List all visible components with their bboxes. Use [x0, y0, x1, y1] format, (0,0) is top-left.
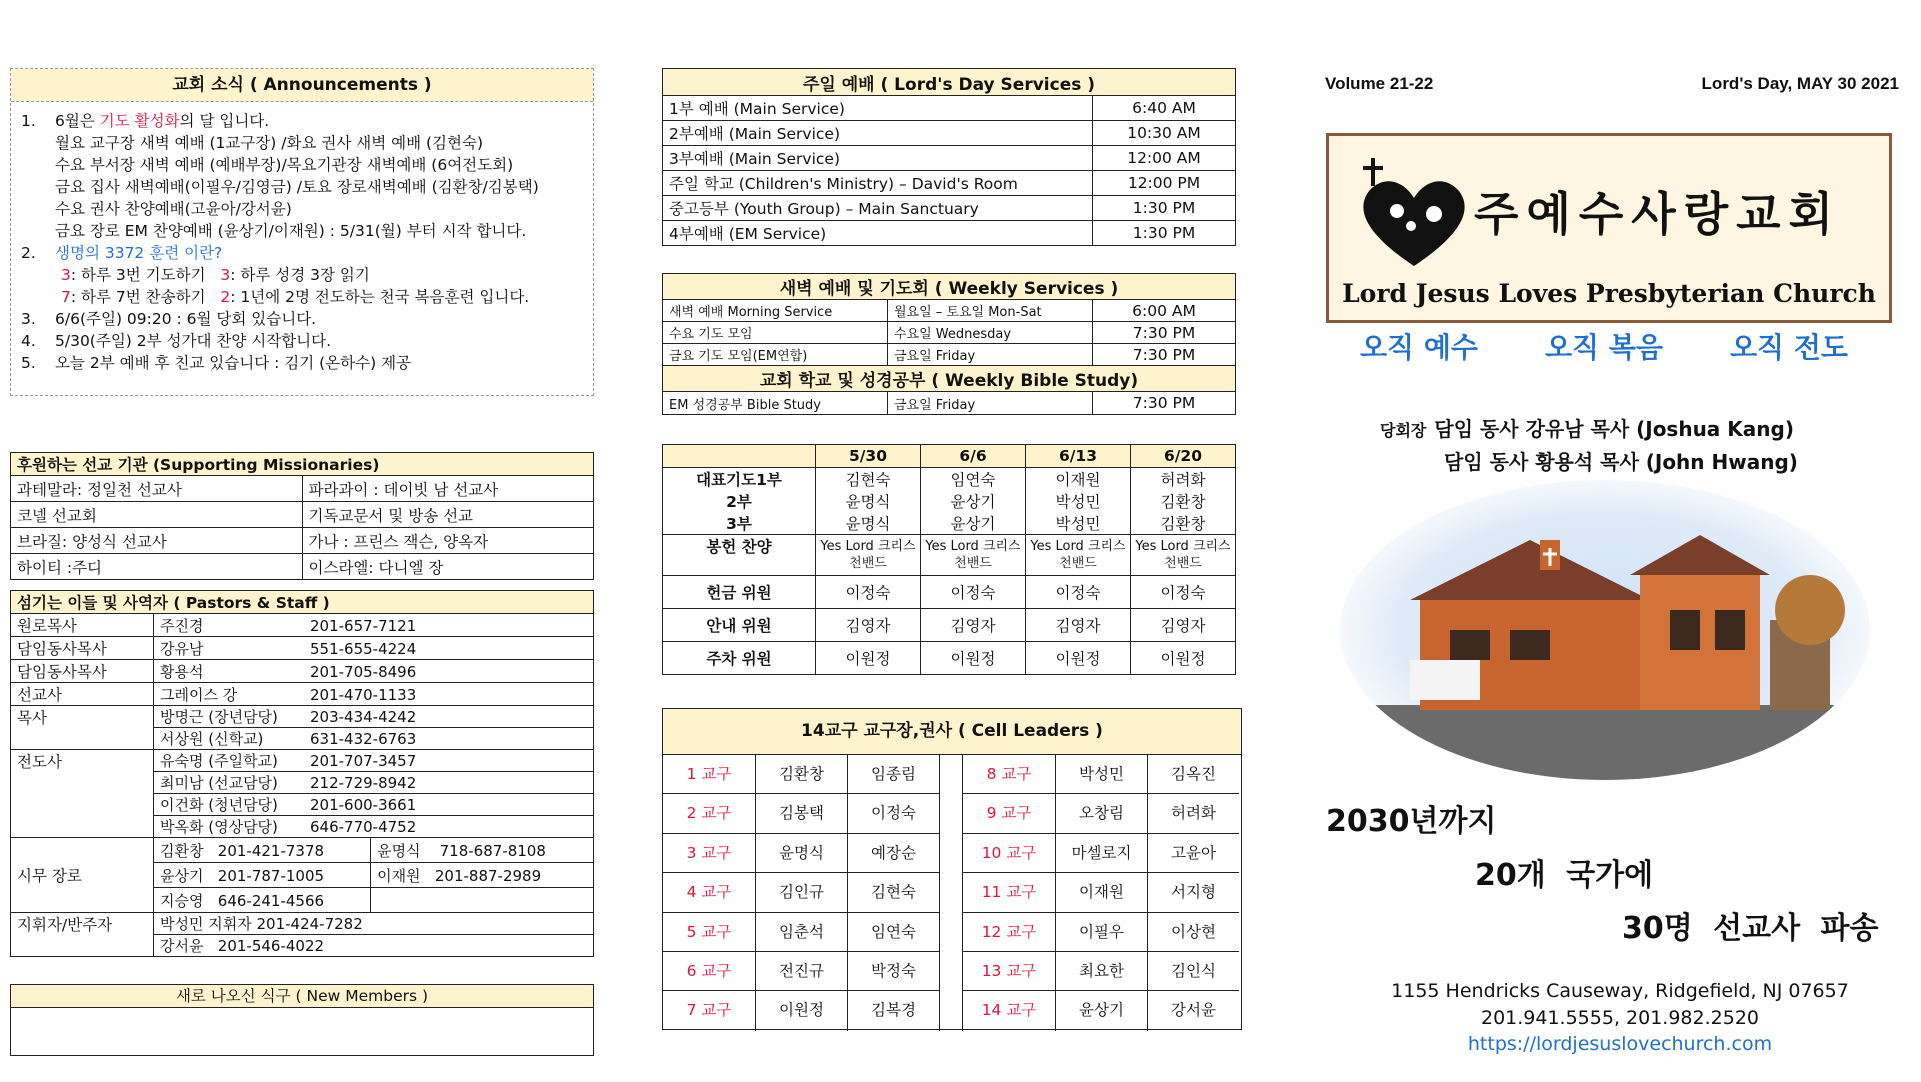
- weekly-day: 월요일 – 토요일 Mon-Sat: [887, 300, 1092, 322]
- announcement-text: 월요 교구장 새벽 예배 (1교구장) /화요 권사 새벽 예배 (김현숙): [55, 134, 483, 152]
- missionary-cell: 파라과이 : 데이빗 남 선교사: [302, 476, 594, 502]
- staff-person: [154, 637, 594, 660]
- announcement-text: 금요 장로 EM 찬양예배 (윤상기/이재원) : 5/31(월) 부터 시작 합니다.: [55, 222, 527, 240]
- announcement-line: [21, 176, 593, 198]
- cell-number: 5 교구: [663, 913, 755, 952]
- announcement-text: : 하루 7번 찬송하기: [70, 288, 221, 306]
- duty-cell: 김영자: [921, 609, 1026, 642]
- service-name: 2부예배 (Main Service): [663, 121, 1093, 146]
- announcement-text: 기도 활성화: [99, 112, 180, 130]
- missionary-cell: 가나 : 프린스 잭슨, 양옥자: [302, 528, 594, 554]
- announcements-list: [11, 102, 593, 374]
- duty-cell: 이정숙: [1131, 576, 1236, 609]
- pastor-2: 담임 동사 황용석 목사 (John Hwang): [1444, 450, 1798, 474]
- staff-name: 강유남: [160, 639, 204, 658]
- staff-person: [154, 706, 594, 728]
- duty-cell: 윤명식: [816, 490, 921, 512]
- announcements-box: [10, 68, 594, 396]
- duty-cell: 이원정: [921, 642, 1026, 675]
- announcement-text: 3: [61, 266, 71, 284]
- cell-leader: 전진규: [755, 952, 847, 991]
- cell-leader: 윤명식: [755, 834, 847, 873]
- missionary-cell: 과테말라: 정일천 선교사: [11, 476, 303, 502]
- staff-phone: 201-707-3457: [310, 752, 417, 770]
- service-name: 3부예배 (Main Service): [663, 146, 1093, 171]
- staff-role: 담임동사목사: [11, 637, 154, 660]
- announcement-text: 의 달 입니다.: [179, 112, 270, 130]
- pastor-1: [1380, 413, 1794, 442]
- cell-number: 13 교구: [963, 952, 1055, 991]
- staff-phone: 551-655-4224: [310, 639, 417, 658]
- staff-name: 주진경: [160, 616, 204, 635]
- logo-korean: 주예수사랑교회: [1474, 187, 1842, 241]
- duty-label: 봉헌 찬양: [663, 535, 816, 576]
- website-link[interactable]: https://lordjesuslovechurch.com: [1467, 1033, 1773, 1055]
- staff-phone: 212-729-8942: [310, 774, 417, 792]
- cell-leader: 마셀로지: [1055, 834, 1147, 873]
- service-name: 1부 예배 (Main Service): [663, 96, 1093, 121]
- staff-phone: 201-705-8496: [310, 662, 417, 681]
- announcement-line: [21, 198, 593, 220]
- duty-cell: 허려화: [1131, 468, 1236, 491]
- duty-label: 안내 위원: [663, 609, 816, 642]
- staff-name: 유숙명 (주일학교): [160, 752, 278, 770]
- duty-cell: 이원정: [1026, 642, 1131, 675]
- announcement-line: [21, 242, 593, 264]
- elder-cell: 윤상기 201-787-1005: [154, 863, 371, 888]
- church-logo: [1326, 133, 1892, 323]
- motto-1: 오직 예수: [1360, 331, 1478, 364]
- cell-number: 11 교구: [963, 873, 1055, 912]
- announcement-line: [21, 308, 593, 330]
- vision-line-2: 20개 국가에: [1475, 858, 1654, 893]
- lords-day-box: [662, 68, 1236, 246]
- announcement-number: 3.: [21, 310, 36, 328]
- duty-label: 3부: [663, 512, 816, 535]
- cell-leader: 박정숙: [847, 952, 939, 991]
- cell-number: 8 교구: [963, 755, 1055, 794]
- elder-cell: 김환창 201-421-7378: [154, 838, 371, 863]
- missionary-cell: 이스라엘: 다니엘 장: [302, 554, 594, 580]
- weekly-title: 새벽 예배 및 기도회 ( Weekly Services ): [663, 274, 1236, 300]
- duty-cell: Yes Lord 크리스천밴드: [921, 535, 1026, 576]
- cell-leader: 김인규: [755, 873, 847, 912]
- choir-person: 강서윤 201-546-4022: [154, 935, 594, 957]
- announcement-line: [21, 154, 593, 176]
- weekly-time: 7:30 PM: [1093, 322, 1236, 344]
- announcement-line: [21, 352, 593, 374]
- staff-phone: 201-470-1133: [310, 685, 417, 704]
- announcement-number: 2.: [21, 244, 36, 262]
- cell-leader: 윤상기: [1055, 991, 1147, 1030]
- announcement-line: [21, 330, 593, 352]
- logo-english: Lord Jesus Loves Presbyterian Church: [1342, 279, 1876, 308]
- cell-leader: 이상현: [1147, 913, 1239, 952]
- service-time: 1:30 PM: [1093, 221, 1236, 246]
- announcement-text: 금요 집사 새벽예배(이필우/김영금) /토요 장로새벽예배 (김환창/김봉택): [55, 178, 539, 196]
- staff-phone: 203-434-4242: [310, 708, 417, 726]
- announcement-text: 수요 부서장 새벽 예배 (예배부장)/목요기관장 새벽예배 (6여전도회): [55, 156, 514, 174]
- new-members-box: [10, 984, 594, 1056]
- duty-cell: 윤명식: [816, 512, 921, 535]
- cell-number: 6 교구: [663, 952, 755, 991]
- vision-line-3: 30명 선교사 파송: [1622, 911, 1879, 946]
- duty-cell: 이정숙: [1026, 576, 1131, 609]
- service-time: 12:00 PM: [1093, 171, 1236, 196]
- duty-label: 주차 위원: [663, 642, 816, 675]
- cell-leader: 최요한: [1055, 952, 1147, 991]
- pastor-1-name: 담임 동사 강유남 목사 (Joshua Kang): [1434, 417, 1794, 441]
- staff-phone: 201-600-3661: [310, 796, 417, 814]
- staff-name: 방명근 (장년담당): [160, 708, 278, 726]
- announcement-line: [21, 286, 593, 308]
- cells-divider: [939, 755, 963, 1031]
- duty-cell: 김현숙: [816, 468, 921, 491]
- church-building-icon: [1340, 480, 1870, 780]
- weekly-name: 새벽 예배 Morning Service: [663, 300, 888, 322]
- cell-leader: 고윤아: [1147, 834, 1239, 873]
- duty-cell: Yes Lord 크리스천밴드: [816, 535, 921, 576]
- address: 1155 Hendricks Causeway, Ridgefield, NJ 07657: [1391, 980, 1849, 1002]
- cell-leader: 이필우: [1055, 913, 1147, 952]
- cell-leader: 강서윤: [1147, 991, 1239, 1030]
- service-name: 중고등부 (Youth Group) – Main Sanctuary: [663, 196, 1093, 221]
- cell-leader: 이재원: [1055, 873, 1147, 912]
- staff-person: [154, 728, 594, 750]
- staff-role: 목사: [11, 706, 154, 750]
- cell-number: 2 교구: [663, 794, 755, 833]
- elder-cell: 지승영 646-241-4566: [154, 888, 371, 913]
- staff-person: [154, 750, 594, 772]
- cell-leader: 김복경: [847, 991, 939, 1030]
- cell-leader: 이정숙: [847, 794, 939, 833]
- cells-box: [662, 708, 1242, 1030]
- service-time: 12:00 AM: [1093, 146, 1236, 171]
- staff-person: [154, 660, 594, 683]
- announcement-text: : 1년에 2명 전도하는 천국 복음훈련 입니다.: [230, 288, 530, 306]
- staff-person: [154, 614, 594, 637]
- announcement-line: [21, 132, 593, 154]
- staff-box: [10, 590, 594, 957]
- service-time: 1:30 PM: [1093, 196, 1236, 221]
- announcement-number: 4.: [21, 332, 36, 350]
- elder-cell: 이재원 201-887-2989: [371, 863, 594, 888]
- staff-person: [154, 794, 594, 816]
- duty-label: 대표기도1부: [663, 468, 816, 491]
- staff-name: 서상원 (신학교): [160, 730, 264, 748]
- announcement-text: 6/6(주일) 09:20 : 6월 당회 있습니다.: [55, 310, 317, 328]
- duty-date: 6/13: [1026, 445, 1131, 468]
- bible-title: 교회 학교 및 성경공부 ( Weekly Bible Study): [663, 366, 1236, 392]
- cell-leader: 허려화: [1147, 794, 1239, 833]
- cell-leader: 김인식: [1147, 952, 1239, 991]
- missionary-cell: 기독교문서 및 방송 선교: [302, 502, 594, 528]
- staff-table: [10, 590, 594, 957]
- announcement-text: : 하루 3번 기도하기: [70, 266, 221, 284]
- duty-cell: 윤상기: [921, 512, 1026, 535]
- announcement-line: [21, 264, 593, 286]
- announcement-line: [21, 220, 593, 242]
- missionary-cell: 코넬 선교회: [11, 502, 303, 528]
- weekly-time: 7:30 PM: [1093, 344, 1236, 366]
- announcement-text: 오늘 2부 예배 후 친교 있습니다 : 김기 (온하수) 제공: [55, 354, 412, 372]
- announcements-title: 교회 소식 ( Announcements ): [11, 69, 593, 102]
- service-name: 4부예배 (EM Service): [663, 221, 1093, 246]
- bible-time: 7:30 PM: [1093, 392, 1236, 415]
- staff-name: 그레이스 강: [160, 685, 238, 704]
- cell-leader: 김현숙: [847, 873, 939, 912]
- cell-leader: 김옥진: [1147, 755, 1239, 794]
- service-date: Lord's Day, MAY 30 2021: [1701, 74, 1899, 93]
- duty-cell: 김환창: [1131, 490, 1236, 512]
- cell-leader: 김봉택: [755, 794, 847, 833]
- cell-number: 12 교구: [963, 913, 1055, 952]
- phones: 201.941.5555, 201.982.2520: [1480, 1007, 1759, 1029]
- weekly-time: 6:00 AM: [1093, 300, 1236, 322]
- announcement-line: [21, 110, 593, 132]
- choir-role: 지휘자/반주자: [11, 913, 154, 957]
- cell-leader: 예장순: [847, 834, 939, 873]
- duty-cell: 이정숙: [816, 576, 921, 609]
- duty-label: 헌금 위원: [663, 576, 816, 609]
- announcement-text: 생명의 3372 훈련 이란?: [55, 244, 223, 262]
- weekly-name: 금요 기도 모임(EM연합): [663, 344, 888, 366]
- duty-cell: 이원정: [816, 642, 921, 675]
- cell-leader: 임춘석: [755, 913, 847, 952]
- cell-number: 3 교구: [663, 834, 755, 873]
- cell-number: 14 교구: [981, 1001, 1037, 1020]
- cell-leader: 이원정: [755, 991, 847, 1030]
- staff-name: 박옥화 (영상담당): [160, 818, 278, 836]
- missionaries-table: [10, 452, 594, 580]
- cell-number: 1 교구: [663, 755, 755, 794]
- duty-cell: 박성민: [1026, 512, 1131, 535]
- staff-title: 섬기는 이들 및 사역자 ( Pastors & Staff ): [11, 591, 594, 614]
- duty-cell: 이정숙: [921, 576, 1026, 609]
- duty-label: 2부: [663, 490, 816, 512]
- elder-cell: 윤명식 718-687-8108: [371, 838, 594, 863]
- volume: Volume 21-22: [1325, 74, 1434, 93]
- announcement-number: 1.: [21, 112, 36, 130]
- service-time: 6:40 AM: [1093, 96, 1236, 121]
- cells-title: 14교구 교구장,권사 ( Cell Leaders ): [663, 709, 1241, 755]
- duty-corner: [663, 445, 816, 468]
- missionaries-title: 후원하는 선교 기관 (Supporting Missionaries): [11, 453, 594, 476]
- duty-cell: 김환창: [1131, 512, 1236, 535]
- duty-cell: 김영자: [1026, 609, 1131, 642]
- cell-number: 10 교구: [963, 834, 1055, 873]
- cell-number: 7 교구: [686, 1001, 732, 1020]
- missionary-cell: 하이티 :주디: [11, 554, 303, 580]
- cells-grid: [663, 755, 1241, 1031]
- cell-leader: 임연숙: [847, 913, 939, 952]
- staff-phone: 631-432-6763: [310, 730, 417, 748]
- pastor-1-prefix: 당회장: [1380, 421, 1427, 440]
- duty-cell: 박성민: [1026, 490, 1131, 512]
- motto-2: 오직 복음: [1545, 331, 1663, 364]
- weekly-day: 금요일 Friday: [887, 344, 1092, 366]
- staff-person: [154, 816, 594, 838]
- weekly-day: 수요일 Wednesday: [887, 322, 1092, 344]
- lords-day-title: 주일 예배 ( Lord's Day Services ): [663, 69, 1236, 96]
- bible-day: 금요일 Friday: [887, 392, 1092, 415]
- duty-date: 6/6: [921, 445, 1026, 468]
- service-time: 10:30 AM: [1093, 121, 1236, 146]
- staff-role: 전도사: [11, 750, 154, 838]
- staff-name: 최미남 (선교담당): [160, 774, 278, 792]
- lords-day-table: [662, 68, 1236, 246]
- duty-box: [662, 444, 1236, 675]
- duty-cell: Yes Lord 크리스천밴드: [1026, 535, 1131, 576]
- duty-cell: 이원정: [1131, 642, 1236, 675]
- announcement-text: 2: [220, 288, 231, 306]
- cell-leader: 박성민: [1055, 755, 1147, 794]
- duty-table: [662, 444, 1236, 675]
- duty-cell: 윤상기: [921, 490, 1026, 512]
- cell-leader: 오창림: [1055, 794, 1147, 833]
- duty-cell: Yes Lord 크리스천밴드: [1131, 535, 1236, 576]
- weekly-table: [662, 273, 1236, 415]
- announcement-text: 6월은: [55, 112, 100, 130]
- cell-leader: 김환창: [755, 755, 847, 794]
- duty-date: 5/30: [816, 445, 921, 468]
- staff-role: 선교사: [11, 683, 154, 706]
- bible-name: EM 성경공부 Bible Study: [663, 392, 888, 415]
- duty-date: 6/20: [1131, 445, 1236, 468]
- staff-role: 원로목사: [11, 614, 154, 637]
- duty-cell: 임연숙: [921, 468, 1026, 491]
- elder-cell: [371, 888, 594, 913]
- duty-cell: 김영자: [1131, 609, 1236, 642]
- staff-role: 담임동사목사: [11, 660, 154, 683]
- elders-role: 시무 장로: [11, 838, 154, 913]
- cell-number: 9 교구: [963, 794, 1055, 833]
- missionaries-box: [10, 452, 594, 580]
- staff-person: [154, 772, 594, 794]
- staff-person: [154, 683, 594, 706]
- cell-leader: 임종림: [847, 755, 939, 794]
- announcement-text: 5/30(주일) 2부 성가대 찬양 시작합니다.: [55, 332, 332, 350]
- cell-leader: 서지형: [1147, 873, 1239, 912]
- service-name: 주일 학교 (Children's Ministry) – David's Room: [663, 171, 1093, 196]
- missionary-cell: 브라질: 양성식 선교사: [11, 528, 303, 554]
- choir-person: 박성민 지휘자 201-424-7282: [154, 913, 594, 935]
- announcement-text: 7: [61, 288, 71, 306]
- cell-number: 4 교구: [663, 873, 755, 912]
- staff-name: 이건화 (청년담당): [160, 796, 278, 814]
- motto-3: 오직 전도: [1730, 331, 1848, 364]
- announcement-text: : 하루 성경 3장 읽기: [230, 266, 370, 284]
- staff-phone: 646-770-4752: [310, 818, 417, 836]
- duty-cell: 김영자: [816, 609, 921, 642]
- announcement-text: 수요 권사 찬양예배(고윤아/강서윤): [55, 200, 292, 218]
- staff-name: 황용석: [160, 662, 204, 681]
- new-members-title: 새로 나오신 식구 ( New Members ): [11, 985, 593, 1008]
- announcement-text: 3: [220, 266, 231, 284]
- vision-line-1: 2030년까지: [1326, 804, 1497, 839]
- announcement-number: 5.: [21, 354, 36, 372]
- church-photo: [1340, 480, 1870, 780]
- weekly-box: [662, 273, 1236, 415]
- weekly-name: 수요 기도 모임: [663, 322, 888, 344]
- staff-phone: 201-657-7121: [310, 616, 417, 635]
- duty-cell: 이재원: [1026, 468, 1131, 491]
- heart-cross-icon: [1349, 156, 1479, 276]
